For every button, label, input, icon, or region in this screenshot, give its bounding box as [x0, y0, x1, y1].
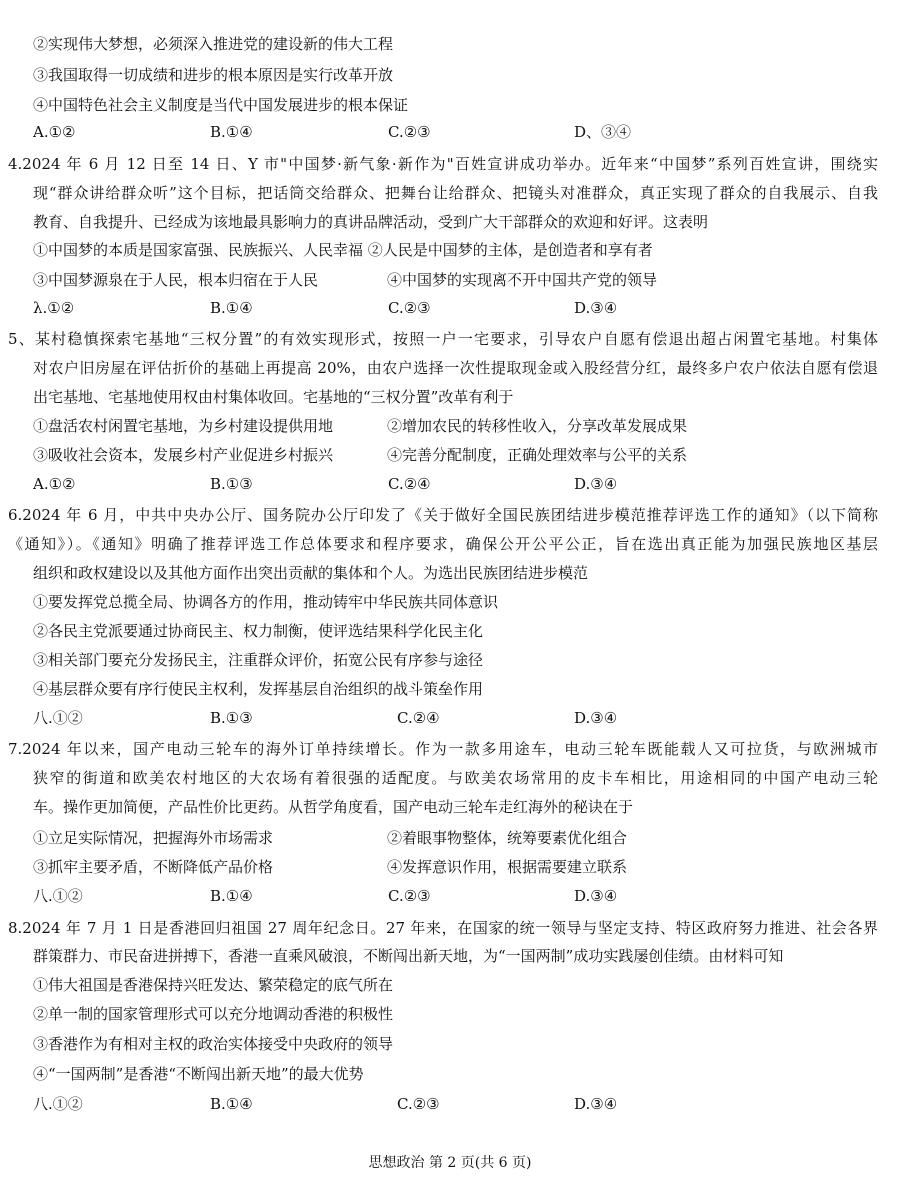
q3-item-2: ②实现伟大梦想，必须深入推进党的建设新的伟大工程: [33, 35, 394, 53]
q5-option-c: C.②④: [388, 475, 431, 493]
q4-option-d: D.③④: [574, 299, 618, 317]
q6-option-d: D.③④: [574, 709, 618, 727]
q8-item-2: ②单一制的国家管理形式可以充分地调动香港的积极性: [33, 1005, 394, 1023]
q4-item-3: ③中国梦源泉在于人民，根本归宿在于人民: [33, 271, 319, 289]
q3-option-b: B.①④: [210, 123, 253, 141]
q7-item-1: ①立足实际情况，把握海外市场需求: [33, 829, 274, 847]
q4-option-a: λ.①②: [33, 299, 75, 317]
q7-item-2: ②着眼事物整体，统筹要素优化组合: [387, 829, 628, 847]
q8-option-d: D.③④: [574, 1095, 618, 1113]
q5-item-2: ②增加农民的转移性收入，分享改革发展成果: [387, 417, 688, 435]
q3-item-3: ③我国取得一切成绩和进步的根本原因是实行改革开放: [33, 66, 394, 84]
q8-option-b: B.①④: [210, 1095, 253, 1113]
q7-options: [33, 886, 878, 906]
q7-option-d: D.③④: [574, 887, 618, 905]
q5-stem-line-3: 出宅基地、宅基地使用权由村集体收回。宅基地的“三权分置”改革有利于: [33, 388, 514, 406]
q3-item-4: ④中国特色社会主义制度是当代中国发展进步的根本保证: [33, 96, 409, 114]
q7-option-c: C.②③: [388, 887, 431, 905]
q6-stem-line-3: 组织和政权建设以及其他方面作出突出贡献的集体和个人。为选出民族团结进步模范: [33, 564, 589, 582]
q4-items-row: [33, 270, 878, 290]
q7-items-row-1: [33, 828, 878, 848]
q8-stem-line-1: 8.2024 年 7 月 1 日是香港回归祖国 27 周年纪念日。27 年来，在国家的统一领导与坚定支持、特区政府努力推进、社会各界: [8, 919, 878, 937]
q5-item-4: ④完善分配制度，正确处理效率与公平的关系: [387, 446, 688, 464]
q8-item-1: ①伟大祖国是香港保持兴旺发达、繁荣稳定的底气所在: [33, 976, 394, 994]
q4-stem-line-3: 教育、自我提升、已经成为该地最具影响力的真讲品牌活动，受到广大干部群众的欢迎和好评。这表明: [33, 213, 709, 231]
page-footer: 思想政治 第 2 页(共 6 页): [368, 1155, 532, 1171]
q8-stem-line-2: 群策群力、市民奋进拼搏下，香港一直乘风破浪，不断闯出新天地，为“一国两制”成功实践屡创佳绩。由材料可知: [33, 947, 784, 965]
q4-item-1-2: ①中国梦的本质是国家富强、民族振兴、人民幸福 ②人民是中国梦的主体，是创造者和享有者: [33, 241, 653, 259]
q5-options: [33, 474, 878, 494]
q7-item-3: ③抓牢主要矛盾，不断降低产品价格: [33, 858, 274, 876]
q5-item-1: ①盘活农村闲置宅基地，为乡村建设提供用地: [33, 417, 334, 435]
q6-options: [33, 708, 878, 728]
q5-items-row-2: [33, 445, 878, 465]
q8-item-3: ③香港作为有相对主权的政治实体接受中央政府的领导: [33, 1035, 394, 1053]
q4-item-4: ④中国梦的实现离不开中国共产党的领导: [387, 271, 658, 289]
q6-option-c: C.②④: [397, 709, 440, 727]
q6-stem-line-2: 《通知》）。《通知》明确了推荐评选工作总体要求和程序要求，确保公开公平公正，旨在选出真正能为加强民族地区基层: [8, 535, 878, 553]
q6-item-1: ①要发挥党总揽全局、协调各方的作用，推动铸牢中华民族共同体意识: [33, 593, 499, 611]
q3-option-c: C.②③: [388, 123, 431, 141]
q5-option-b: B.①③: [210, 475, 253, 493]
q7-items-row-2: [33, 857, 878, 877]
q3-options: [33, 122, 878, 142]
q8-option-a: 八.①②: [33, 1095, 83, 1113]
q5-items-row-1: [33, 416, 878, 436]
q6-option-b: B.①③: [210, 709, 253, 727]
q5-item-3: ③吸收社会资本，发展乡村产业促进乡村振兴: [33, 446, 334, 464]
q6-item-4: ④基层群众要有序行使民主权利，发挥基层自治组织的战斗策垒作用: [33, 680, 484, 698]
q7-item-4: ④发挥意识作用，根据需要建立联系: [387, 858, 628, 876]
q7-stem-line-2: 狭窄的街道和欧美农村地区的大农场有着很强的适配度。与欧美农场常用的皮卡车相比，用途相同的中国产电动三轮: [33, 769, 878, 787]
q8-item-4: ④“一国两制”是香港“不断闯出新天地”的最大优势: [33, 1065, 364, 1083]
q7-stem-line-1: 7.2024 年以来，国产电动三轮车的海外订单持续增长。作为一款多用途车，电动三轮车既能载人又可拉货，与欧洲城市: [8, 740, 878, 758]
q6-option-a: 八.①②: [33, 709, 83, 727]
q7-option-a: 八.①②: [33, 887, 83, 905]
q7-stem-line-3: 车。操作更加简便，产品性价比更药。从哲学角度看，国产电动三轮车走红海外的秘诀在于: [33, 798, 634, 816]
q3-option-a: A.①②: [33, 123, 76, 141]
q4-stem-line-1: 4.2024 年 6 月 12 日至 14 日、Y 市"中国梦·新气象·新作为"百姓宣讲成功举办。近年来“中国梦”系列百姓宣讲，围绕实: [8, 155, 878, 173]
q4-option-c: C.②③: [388, 299, 431, 317]
q5-stem-line-1: 5、某村稳慎探索宅基地“三权分置”的有效实现形式，按照一户一宅要求，引导农户自愿有偿退出超占闲置宅基地。村集体: [8, 330, 878, 348]
q5-option-d: D.③④: [574, 475, 618, 493]
q5-stem-line-2: 对农户旧房屋在评估折价的基础上再提高 20%，由农户选择一次性提取现金或入股经营分红，最终多户农户依法自愿有偿退: [33, 359, 878, 377]
q6-item-3: ③相关部门要充分发扬民主，注重群众评价，拓宽公民有序参与途径: [33, 651, 484, 669]
q4-option-b: B.①④: [210, 299, 253, 317]
q7-option-b: B.①④: [210, 887, 253, 905]
q6-stem-line-1: 6.2024 年 6 月，中共中央办公厅、国务院办公厅印发了《关于做好全国民族团结进步模范推荐评选工作的通知》（以下简称: [8, 506, 878, 524]
q4-stem-line-2: 现“群众讲给群众听”这个目标，把话筒交给群众、把舞台让给群众、把镜头对准群众，真正实现了群众的自我展示、自我: [33, 184, 878, 202]
q8-options: [33, 1094, 878, 1114]
q6-item-2: ②各民主党派要通过协商民主、权力制衡，使评选结果科学化民主化: [33, 622, 484, 640]
q3-option-d: D、③④: [574, 123, 632, 141]
q5-option-a: A.①②: [33, 475, 76, 493]
q4-options: [33, 298, 878, 318]
q8-option-c: C.②③: [397, 1095, 440, 1113]
